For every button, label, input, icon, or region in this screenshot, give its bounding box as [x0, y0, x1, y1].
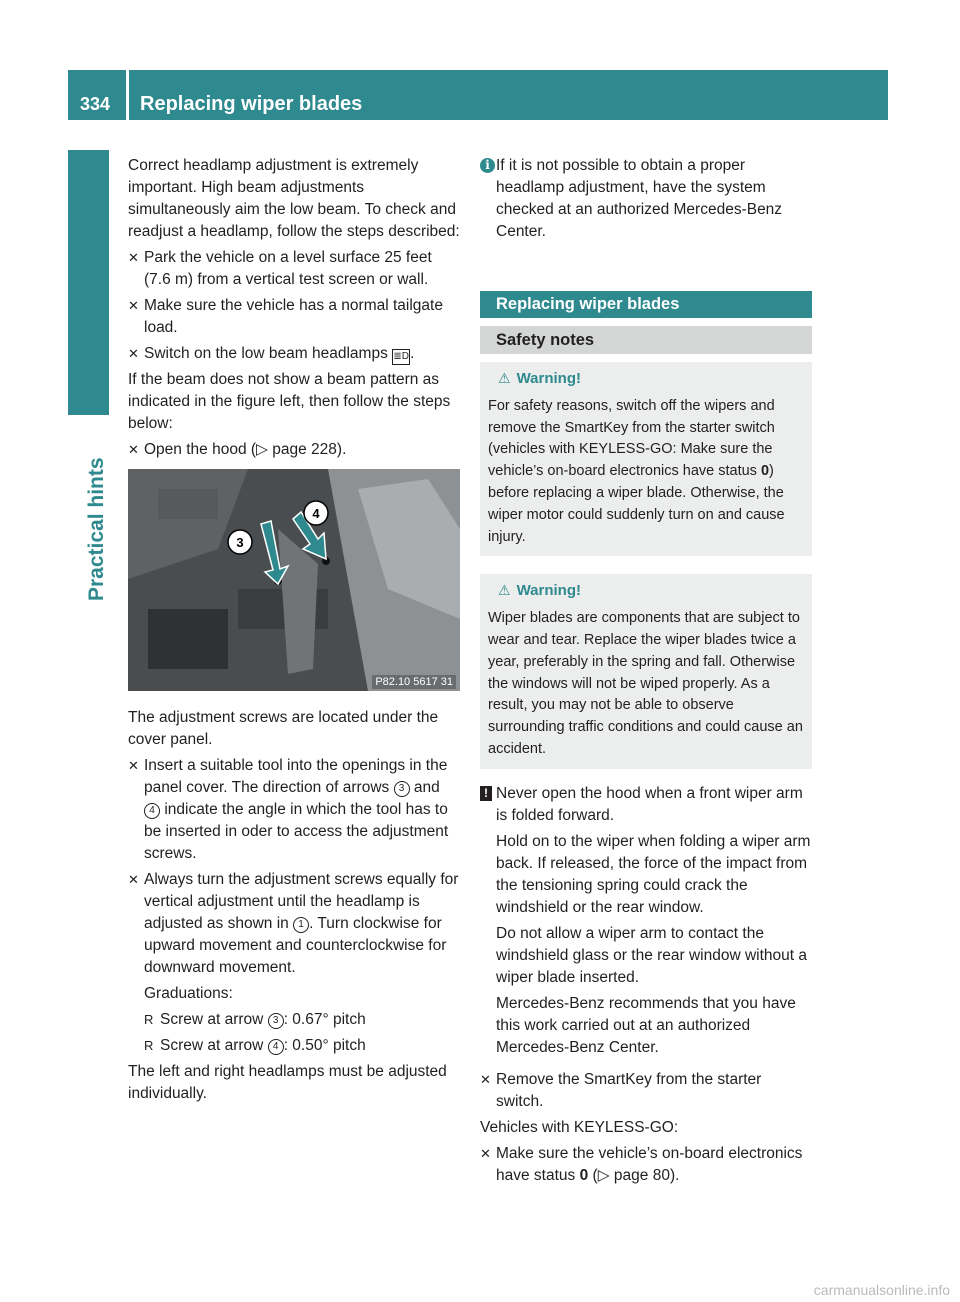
step-text: and	[413, 779, 440, 796]
step-text: Insert a suitable tool into the openings in the panel cover. The direction of arrows	[144, 757, 448, 796]
step-text: Open the hood (▷ page 228).	[144, 441, 347, 458]
page-title: Replacing wiper blades	[140, 93, 363, 115]
graduation-item-4	[128, 1035, 460, 1057]
step-text: Switch on the low beam headlamps	[144, 345, 388, 362]
bullet-text: : 0.50° pitch	[283, 1037, 366, 1054]
step-arrow-icon: ✕	[128, 758, 139, 773]
warning-box-2	[480, 574, 812, 768]
watermark: carmanualsonline.info	[813, 1282, 950, 1298]
step-lowbeam	[128, 343, 460, 365]
caution-text: Do not allow a wiper arm to contact the windshield glass or the rear window without a wiper blade inserted.	[496, 924, 808, 986]
step-text: . Turn clockwise for upward movement and counterclockwise for downward movement.	[144, 915, 447, 976]
circled-number-1: 1	[293, 917, 309, 933]
step-text: Remove the SmartKey from the starter switch.	[496, 1070, 762, 1110]
step-text: Make sure the vehicle has a normal tailgate load.	[144, 297, 443, 336]
section-heading: Replacing wiper blades	[480, 291, 812, 318]
graduations-label: Graduations:	[144, 985, 233, 1002]
chapter-label-text: Practical hints	[85, 457, 108, 601]
warning-title	[488, 580, 804, 602]
step-insert-tool	[128, 755, 460, 865]
step-arrow-icon: ✕	[128, 872, 139, 887]
status-value: 0	[760, 463, 770, 480]
left-column	[128, 155, 460, 1109]
circled-number-3: 3	[268, 1013, 284, 1029]
intro-paragraph: Correct headlamp adjustment is extremely important. High beam adjustments simultaneously aim the low beam. To check and readjust a headlamp, follow the steps described:	[128, 157, 460, 240]
bullet-text: Screw at arrow	[160, 1037, 264, 1054]
bullet-icon: R	[144, 1038, 154, 1053]
warning-triangle-icon: ⚠	[498, 582, 511, 599]
info-text: If it is not possible to obtain a proper headlamp adjustment, have the system checked at an authorized Mercedes-Benz Center.	[496, 157, 783, 240]
headlamp-photo	[128, 469, 460, 691]
step-make-sure	[480, 1143, 812, 1187]
warning-title-text: Warning!	[516, 370, 581, 387]
step-text: indicate the angle in which the tool has to be inserted in oder to access the adjustment screws.	[144, 801, 449, 862]
step-text-end: .	[410, 345, 415, 362]
bullet-icon: R	[144, 1012, 154, 1027]
step-turn-screws	[128, 869, 460, 979]
keyless-label: Vehicles with KEYLESS-GO:	[480, 1118, 679, 1136]
step-arrow-icon: ✕	[480, 1145, 491, 1161]
screws-paragraph: The adjustment screws are located under the cover panel.	[128, 709, 439, 748]
bullet-text: Screw at arrow	[160, 1011, 264, 1028]
step-text: Always turn the adjustment screws equally for vertical adjustment until the headlamp is adjusted as shown in	[144, 871, 459, 932]
warning-title	[488, 368, 804, 390]
final-paragraph: The left and right headlamps must be adjusted individually.	[128, 1063, 447, 1102]
step-arrow-icon: ✕	[128, 250, 139, 265]
header-divider	[126, 70, 129, 120]
graduation-item-3	[128, 1009, 460, 1031]
step-arrow-icon: ✕	[128, 298, 139, 313]
caution-text: Hold on to the wiper when folding a wiper arm back. If released, the force of the impact from the tensioning spring could crack the windshield or the rear window.	[496, 832, 811, 916]
right-column	[480, 155, 812, 1191]
low-beam-icon: ≣D	[392, 349, 410, 365]
warning-text: Wiper blades are components that are subject to wear and tear. Replace the wiper blades twice a year, preferably in the spring and fall. Otherwise the windows will not be wiped properly. As a result, you may not be able to observe surrounding traffic conditions and could cause an accident.	[488, 610, 803, 757]
photo-label-3: 3	[236, 535, 244, 550]
step-text: Make sure the vehicle’s on-board electronics have status	[496, 1144, 803, 1184]
caution-note	[480, 783, 812, 1059]
warning-box-1	[480, 362, 812, 556]
step-text: (▷ page 80).	[592, 1166, 680, 1184]
exclamation-icon: !	[480, 786, 492, 801]
warning-text: ) before replacing a wiper blade. Otherwise, the wiper motor could suddenly turn on and cause injury.	[488, 463, 785, 545]
bullet-text: : 0.67° pitch	[283, 1011, 366, 1028]
step-text: Park the vehicle on a level surface 25 feet (7.6 m) from a vertical test screen or wall.	[144, 249, 432, 288]
step-open-hood	[128, 439, 460, 461]
step-arrow-icon: ✕	[128, 442, 139, 457]
page-number: 334	[79, 94, 111, 114]
headlamp-photo-illustration	[128, 469, 460, 691]
warning-title-text: Warning!	[516, 582, 581, 600]
circled-number-4: 4	[144, 803, 160, 819]
step-load	[128, 295, 460, 339]
chapter-tab-block	[68, 150, 109, 415]
circled-number-3: 3	[394, 781, 410, 797]
info-icon: i	[480, 158, 495, 173]
photo-code: P82.10 5617 31	[372, 675, 456, 689]
beam-paragraph: If the beam does not show a beam pattern as indicated in the figure left, then follow the steps below:	[128, 371, 451, 432]
step-arrow-icon: ✕	[480, 1071, 491, 1087]
warning-text: For safety reasons, switch off the wipers and remove the SmartKey from the starter switch (vehicles with KEYLESS-GO: Make sure the vehicle’s on-board electronics have status	[488, 397, 775, 480]
step-arrow-icon: ✕	[128, 346, 139, 361]
subsection-heading: Safety notes	[480, 326, 812, 354]
caution-text: Never open the hood when a front wiper arm is folded forward.	[496, 784, 803, 824]
caution-text: Mercedes-Benz recommends that you have this work carried out at an authorized Mercedes-Benz Center.	[496, 994, 796, 1056]
circled-number-4: 4	[268, 1039, 284, 1055]
status-value: 0	[579, 1166, 589, 1184]
step-remove-key	[480, 1069, 812, 1113]
step-park	[128, 247, 460, 291]
photo-label-4: 4	[312, 506, 320, 521]
warning-triangle-icon: ⚠	[498, 370, 511, 386]
info-note	[480, 155, 812, 243]
